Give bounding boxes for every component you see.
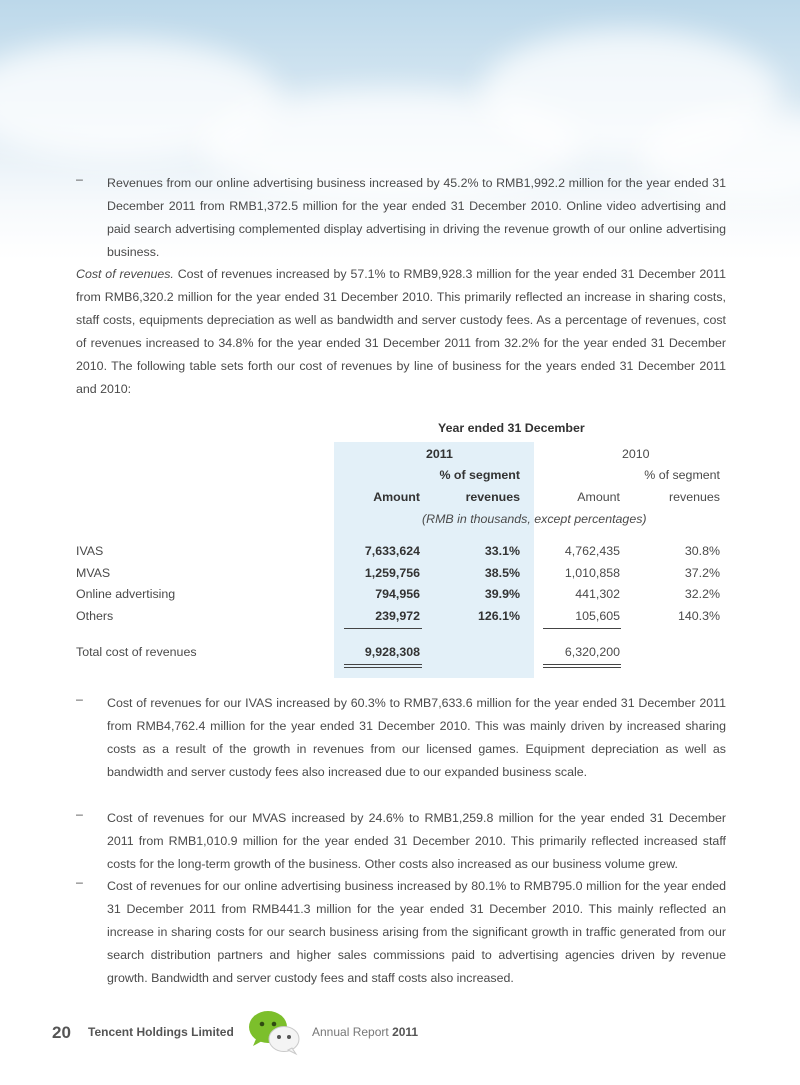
footer-report-label — [312, 1025, 418, 1039]
col-amount-2010: Amount — [577, 490, 620, 504]
row-amount-2011: 794,956 — [375, 587, 420, 601]
row-amount-2010: 4,762,435 — [564, 544, 620, 558]
paragraph-text: Cost of revenues increased by 57.1% to RMB9,928.3 million for the year ended 31 December 2011 from RMB6,320.2 million for the year ended 31 December 2010. This primarily reflected an increase in sharing costs, staff costs, equipments depreciation as well as bandwidth and server custody fees. As a percentage of revenues, cost of revenues increased to 34.8% for the year ended 31 December 2011 from 32.2% for the year ended 31 December 2010. The following table sets forth our cost of revenues by line of business for the years ended 31 December 2011 and 2010: — [76, 267, 726, 396]
total-double-rule-2010-b — [543, 667, 621, 668]
total-double-rule-2011-a — [344, 664, 422, 665]
bullet-ivas-cost — [76, 692, 726, 784]
row-label: MVAS — [76, 566, 111, 580]
bullet-text: Cost of revenues for our IVAS increased by 60.3% to RMB7,633.6 million for the year ended 31 December 2011 from RMB4,762.4 million for the year ended 31 December 2010. This was mainly driven by increased sharing costs as a result of the growth in revenues from our licensed games. Equipment depreciation as well as bandwidth and server custody fees also increased due to our expanded business scale. — [107, 696, 726, 779]
bullet-text: Cost of revenues for our online advertising business increased by 80.1% to RMB795.0 million for the year ended 31 December 2011 from RMB441.3 million for the year ended 31 December 2010. This mainly reflected an increase in sharing costs for our search business arising from the significant growth in traffic generated from our search distribution partners and higher sales commissions paid to advertising agencies driven by revenue growth. Bandwidth and server custody fees and staff costs also increased. — [107, 879, 726, 985]
bullet-mvas-cost — [76, 807, 726, 876]
wechat-logo-icon — [244, 1006, 304, 1056]
row-label: Others — [76, 609, 114, 623]
total-double-rule-2011-b — [344, 667, 422, 668]
table-unit-note: (RMB in thousands, except percentages) — [422, 512, 647, 526]
row-amount-2010: 105,605 — [575, 609, 620, 623]
row-pct-2010: 30.8% — [684, 544, 720, 558]
col-pct-2011-line1: % of segment — [439, 468, 520, 482]
bullet-dash: – — [76, 172, 83, 186]
row-pct-2011: 126.1% — [477, 609, 520, 623]
row-amount-2010: 1,010,858 — [564, 566, 620, 580]
col-pct-2010-line2: revenues — [669, 490, 720, 504]
total-label: Total cost of revenues — [76, 645, 197, 659]
bullet-online-advertising-revenue — [76, 172, 726, 264]
row-label: Online advertising — [76, 587, 176, 601]
row-pct-2010: 37.2% — [684, 566, 720, 580]
col-amount-2011: Amount — [373, 490, 420, 504]
row-amount-2011: 239,972 — [375, 609, 420, 623]
total-amount-2010: 6,320,200 — [564, 645, 620, 659]
row-pct-2011: 33.1% — [484, 544, 520, 558]
cost-of-revenues-paragraph — [76, 263, 726, 401]
row-pct-2011: 39.9% — [484, 587, 520, 601]
total-amount-2011: 9,928,308 — [364, 645, 420, 659]
report-label-text: Annual Report — [312, 1025, 389, 1039]
row-amount-2011: 7,633,624 — [364, 544, 420, 558]
col-pct-2010-line1: % of segment — [644, 468, 720, 482]
row-pct-2011: 38.5% — [484, 566, 520, 580]
row-amount-2011: 1,259,756 — [364, 566, 420, 580]
bullet-online-advertising-cost — [76, 875, 726, 990]
table-year-2011: 2011 — [426, 447, 453, 461]
bullet-text: Cost of revenues for our MVAS increased by 24.6% to RMB1,259.8 million for the year ended 31 December 2011 from RMB1,010.9 million for the year ended 31 December 2010. This primarily reflected increased staff costs for the long-term growth of the business. Other costs also increased as our business volume grew. — [107, 811, 726, 871]
table-year-2010: 2010 — [622, 447, 650, 461]
col-pct-2011-line2: revenues — [465, 490, 520, 504]
row-pct-2010: 32.2% — [684, 587, 720, 601]
subtotal-rule-2010 — [543, 628, 621, 629]
row-amount-2010: 441,302 — [575, 587, 620, 601]
footer-company-name: Tencent Holdings Limited — [88, 1025, 234, 1039]
table-period-header: Year ended 31 December — [438, 421, 585, 435]
row-label: IVAS — [76, 544, 104, 558]
total-double-rule-2010-a — [543, 664, 621, 665]
subtotal-rule-2011 — [344, 628, 422, 629]
row-pct-2010: 140.3% — [677, 609, 720, 623]
bullet-text: Revenues from our online advertising business increased by 45.2% to RMB1,992.2 million for the year ended 31 December 2011 from RMB1,372.5 million for the year ended 31 December 2010. Online video advertising and paid search advertising complemented display advertising in driving the revenue growth of our online advertising business. — [107, 176, 726, 259]
report-year: 2011 — [392, 1025, 419, 1039]
bullet-dash: – — [76, 807, 83, 821]
bullet-dash: – — [76, 875, 83, 889]
page-number: 20 — [52, 1023, 71, 1042]
bullet-dash: – — [76, 692, 83, 706]
paragraph-heading: Cost of revenues. — [76, 267, 174, 281]
